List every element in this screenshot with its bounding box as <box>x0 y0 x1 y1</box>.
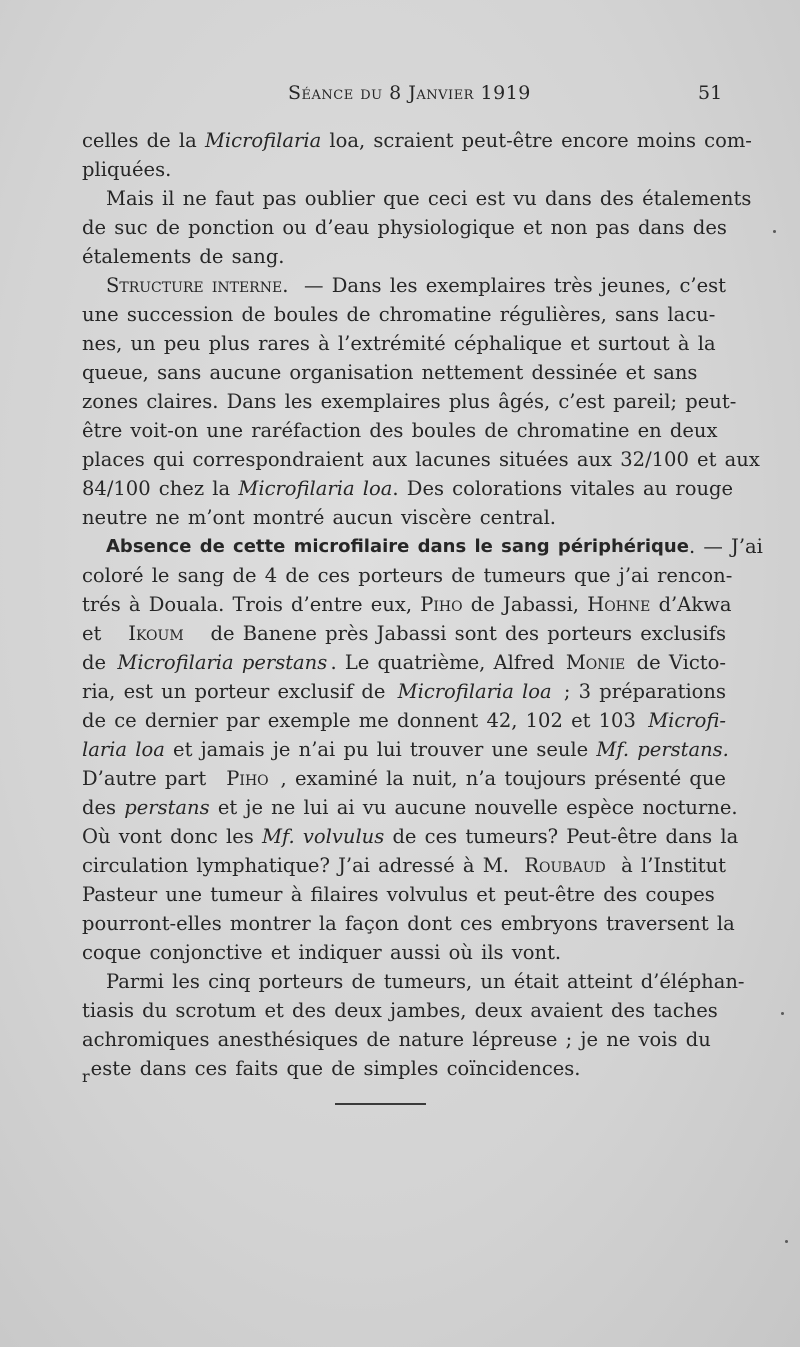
text-line: 84/100 chez la Microfilaria loa . Des colorations vitales au rouge <box>82 477 734 500</box>
page-number: 51 <box>698 82 723 104</box>
text-line: Structure interne. — Dans les exemplaires très jeunes, c’est <box>82 271 726 300</box>
text-line: r este dans ces faits que de simples coïncidences. <box>82 1057 581 1086</box>
text-line: une succession de boules de chromatine régulières, sans lacu- <box>82 303 716 326</box>
text-line: coloré le sang de 4 de ces porteurs de tumeurs que j’ai rencon- <box>82 564 733 587</box>
text-line: D’autre part Piho , examiné la nuit, n’a toujours présenté que <box>82 767 726 790</box>
paper-speck <box>785 1240 788 1243</box>
text-line: Pasteur une tumeur à filaires volvulus et peut-être des coupes <box>82 883 715 906</box>
paper-speck <box>773 230 776 233</box>
text-line: de Microfilaria perstans . Le quatrième, Alfred Monie de Victo- <box>82 651 726 674</box>
text-line: être voit-on une raréfaction des boules de chromatine en deux <box>82 419 718 442</box>
text-line: pourront-elles montrer la façon dont ces embryons traversent la <box>82 912 735 935</box>
text-line: achromiques anesthésiques de nature lépreuse ; je ne vois du <box>82 1028 711 1051</box>
text-line: circulation lymphatique? J’ai adressé à M. Roubaud à l’Institut <box>82 854 726 877</box>
text-line: Absence de cette microfilaire dans le sang périphérique . — J’ai <box>82 532 726 561</box>
text-line: neutre ne m’ont montré aucun viscère central. <box>82 506 557 529</box>
running-head: Séance du 8 Janvier 1919 <box>288 82 531 104</box>
text-line: pliquées. <box>82 158 172 181</box>
text-line: et Ikoum de Banene près Jabassi sont des porteurs exclusifs <box>82 622 726 645</box>
section-heading: Structure interne. <box>106 274 289 297</box>
end-rule <box>335 1103 426 1105</box>
text-line: tiasis du scrotum et des deux jambes, deux avaient des taches <box>82 999 718 1022</box>
text-line: de suc de ponction ou d’eau physiologique et non pas dans des <box>82 216 727 239</box>
text-line: Mais il ne faut pas oublier que ceci est vu dans des étalements <box>106 187 752 210</box>
text-line: nes, un peu plus rares à l’extrémité céphalique et surtout à la <box>82 332 716 355</box>
text-line: ria, est un porteur exclusif de Microfilaria loa ; 3 préparations <box>82 680 726 703</box>
text-line: zones claires. Dans les exemplaires plus âgés, c’est pareil; peut- <box>82 390 737 413</box>
text-line: étalements de sang. <box>82 245 285 268</box>
text-line: des perstans et je ne lui ai vu aucune nouvelle espèce nocturne. <box>82 796 738 819</box>
text-line: coque conjonctive et indiquer aussi où ils vont. <box>82 941 562 964</box>
page-header <box>0 82 800 112</box>
text-line: Parmi les cinq porteurs de tumeurs, un était atteint d’éléphan- <box>106 970 745 993</box>
text-line: de ce dernier par exemple me donnent 42, 102 et 103 Microfi- <box>82 709 726 732</box>
text-line: queue, sans aucune organisation nettement dessinée et sans <box>82 361 698 384</box>
text-line: trés à Douala. Trois d’entre eux, Piho de Jabassi, Hohne d’Akwa <box>82 593 732 616</box>
section-heading: Absence de cette microfilaire dans le sang périphérique <box>106 536 689 557</box>
text-line: Où vont donc les Mf. volvulus de ces tumeurs? Peut-être dans la <box>82 825 739 848</box>
text-line: celles de la Microfilaria loa, scraient peut-être encore moins com- <box>82 129 752 152</box>
text-line: places qui correspondraient aux lacunes situées aux 32/100 et aux <box>82 448 760 471</box>
text-line: laria loa et jamais je n’ai pu lui trouver une seule Mf. perstans. <box>82 738 729 761</box>
body-text <box>82 126 763 1086</box>
paper-speck <box>781 1012 784 1015</box>
